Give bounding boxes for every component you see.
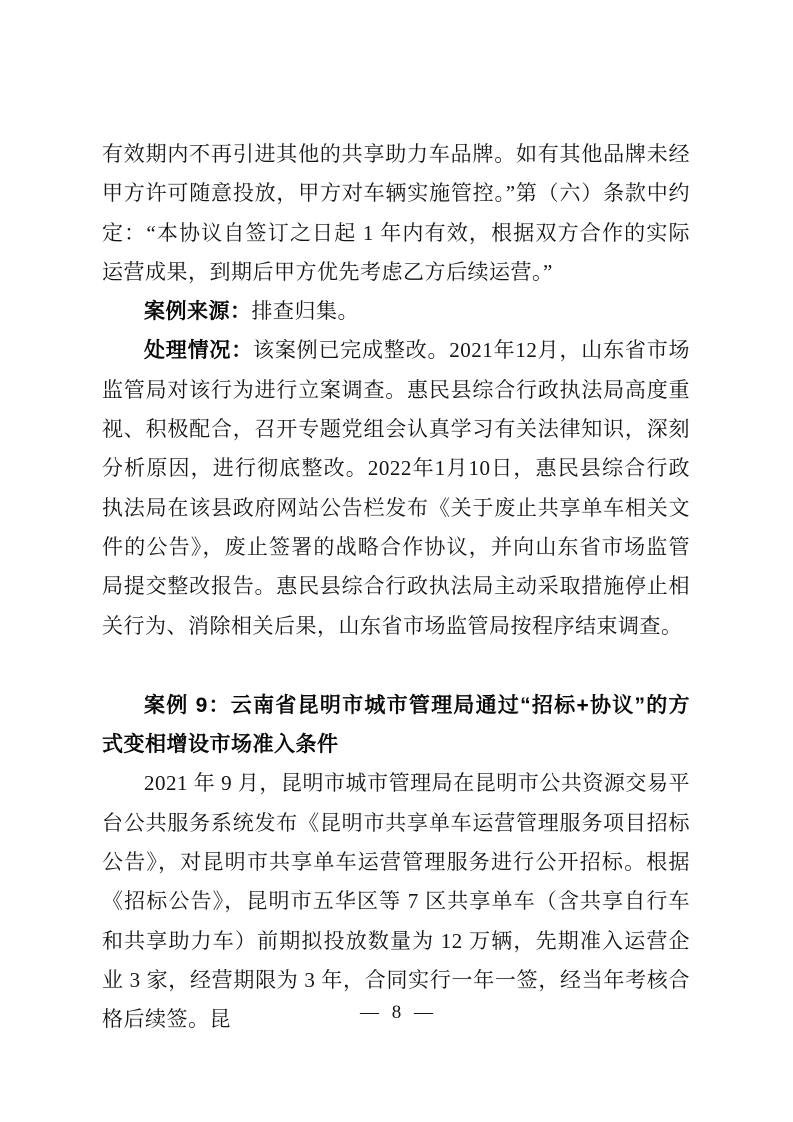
continuation-paragraph	[102, 135, 690, 292]
handling-paragraph	[102, 331, 690, 645]
case-source-paragraph	[102, 292, 690, 331]
case-source-label: 案例来源：	[144, 300, 252, 324]
continuation-paragraph-text: 有效期内不再引进其他的共享助力车品牌。如有其他品牌未经甲方许可随意投放，甲方对车辆实施管控。”第（六）条款中约定：“本协议自签订之日起 1 年内有效，根据双方合作的实际运营成果，到期后甲方优先考虑乙方后续运营。”	[102, 142, 690, 284]
case9-paragraph-text: 2021 年 9 月，昆明市城市管理局在昆明市公共资源交易平台公共服务系统发布《昆明市共享单车运营管理服务项目招标公告》，对昆明市共享单车运营管理服务进行公开招标。根据《招标公告》，昆明市五华区等 7 区共享单车（含共享自行车和共享助力车）前期拟投放数量为 12 万辆，先期准入运营企业 3 家，经营期限为 3 年，合同实行一年一签，经当年考核合格后续签。昆	[102, 771, 690, 1032]
handling-text: 该案例已完成整改。2021年12月，山东省市场监管局对该行为进行立案调查。惠民县综合行政执法局高度重视、积极配合，召开专题党组会认真学习有关法律知识，深刻分析原因，进行彻底整改。2022年1月10日，惠民县综合行政执法局在该县政府网站公告栏发布《关于废止共享单车相关文件的公告》，废止签署的战略合作协议，并向山东省市场监管局提交整改报告。惠民县综合行政执法局主动采取措施停止相关行为、消除相关后果，山东省市场监管局按程序结束调查。	[102, 338, 691, 638]
page-number-footer: — 8 —	[360, 1002, 433, 1023]
case9-paragraph	[102, 764, 690, 1039]
case9-heading: 案例 9：云南省昆明市城市管理局通过“招标+协议”的方式变相增设市场准入条件	[102, 693, 690, 757]
page-body	[102, 135, 690, 1040]
handling-label: 处理情况：	[144, 339, 254, 363]
case-source-text: 排查归集。	[251, 299, 359, 324]
